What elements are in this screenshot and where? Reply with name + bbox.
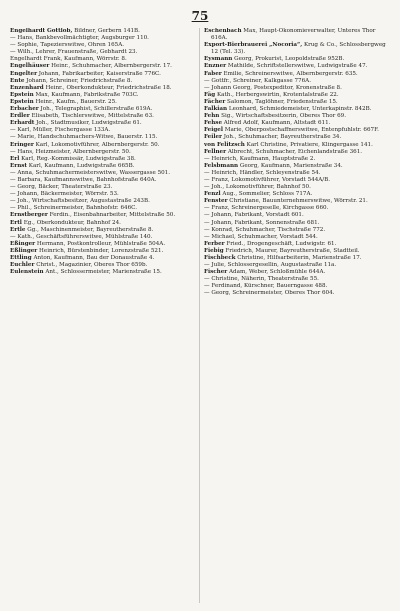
entry-details: — Georg, Schreinermeister, Oberes Thor 604. [204, 290, 335, 297]
entry-details: Friedrich, Maurer, Bayreutherstraße, Stadtteil. [223, 247, 360, 254]
column-divider [199, 28, 200, 603]
directory-entry [204, 198, 390, 205]
directory-entry [204, 290, 390, 297]
entry-details: — Heinrich, Kaufmann, Hauptstraße 2. [204, 155, 316, 162]
entry-details: — Heinrich, Händler, Schleyenstraße 54. [204, 169, 321, 176]
entry-details: Ferdin., Eisenbahnarbeiter, Mittelstraße 50. [47, 212, 176, 219]
directory-entry [10, 269, 196, 276]
entry-details: — Gottfr., Schreiner, Kalkgasse 776A. [204, 77, 311, 84]
entry-name: Fischbeck [204, 255, 236, 261]
entry-name: Ertle [10, 226, 26, 233]
directory-entry [10, 120, 196, 127]
entry-details: — Sophie, Tapezierswitwe, Ohren 165A. [10, 42, 125, 49]
entry-details: Joh., Schuhmacher, Bayreutherstraße 34. [221, 134, 342, 141]
directory-entry [204, 28, 390, 42]
directory-entry [204, 170, 390, 177]
directory-entry [10, 127, 196, 134]
entry-details: Christine, Hilfsarbeiterin, Marienstraße 17. [235, 255, 362, 261]
entry-details: Aug., Sommelier, Schloss 717A. [220, 191, 313, 198]
entry-details: — Barbara, Kaufmannswitwe, Bahnhofstraße 640A. [10, 176, 157, 183]
directory-entry [10, 241, 196, 248]
directory-entry [10, 92, 196, 99]
directory-entry [10, 71, 196, 78]
entry-details: Karl, Lokomotivführer, Albernbergerstr. 50. [33, 141, 160, 148]
entry-name: Felsbmann [204, 162, 239, 169]
directory-entry [204, 184, 390, 191]
entry-details: Hermann, Postkontrolleur, Mühlstraße 504A. [35, 240, 166, 247]
entry-details: Heinr., Oberkondukteur, Friedrichstraße 18. [43, 84, 172, 91]
entry-details: Karl, Reg.-Kommissär, Ludwigstraße 38. [19, 155, 136, 162]
directory-entry [10, 106, 196, 113]
entry-details: — Johann, Fabrikant, Sonnenstraße 681. [204, 219, 320, 226]
entry-details: Marie, Oberpostschaffnerswitwe, Entenpfuhlstr. 667F. [222, 127, 379, 134]
entry-name: Eringer [10, 141, 34, 148]
entry-name: Ernst [10, 162, 28, 169]
directory-entry [10, 113, 196, 120]
entry-details: Ant., Schlossermeister, Marienstraße 15. [43, 269, 162, 276]
entry-details: Karl Christine, Privatiere, Klingergasse 141. [244, 141, 373, 148]
entry-name: Feiler [204, 134, 222, 141]
entry-name: Fellner [204, 148, 227, 155]
directory-entry [10, 191, 196, 198]
directory-entry [10, 63, 196, 70]
entry-details: Mathilde, Schriftstellerswitwe, Ludwigstraße 47. [226, 63, 368, 70]
entry-name: Enzner [204, 63, 227, 70]
entry-name: Eulenstein [10, 269, 44, 276]
entry-name: Epstein [10, 91, 34, 98]
entry-name: Enzenhard [10, 84, 44, 91]
directory-column-left [10, 28, 196, 606]
entry-details: — Phil., Schreinermeister, Bahnhofstr. 646C. [10, 205, 137, 212]
directory-entry [204, 220, 390, 227]
entry-details: — Kath., Geschäftsführerswitwe, Mühlstraße 140. [10, 233, 153, 240]
directory-entry [204, 283, 390, 290]
directory-column-right [204, 28, 390, 606]
entry-details: — Johann Georg, Postexpeditor, Kronenstraße 8. [204, 84, 342, 91]
entry-details: — Wilh., Lehrer, Frauenstraße, Gebhardt 23. [10, 49, 138, 56]
entry-name: Fischer [204, 269, 228, 276]
directory-entry [10, 28, 196, 35]
directory-entry [10, 142, 196, 149]
directory-entry [10, 212, 196, 219]
directory-entry [204, 142, 390, 149]
entry-name: Erdler [10, 113, 30, 120]
directory-entry [204, 42, 390, 56]
directory-entry [204, 269, 390, 276]
directory-entry [204, 248, 390, 255]
directory-entry [204, 56, 390, 63]
directory-entry [10, 35, 196, 42]
entry-details: Engelhardt Frank, Kaufmann, Wörrstr. 8. [10, 56, 127, 63]
directory-entry [10, 149, 196, 156]
entry-details: Sig., Wirtschaftsbesitzerin, Oberes Thor 69. [219, 113, 347, 120]
entry-name: Faber [204, 70, 222, 77]
entry-name: Fächer [204, 98, 226, 105]
entry-name: Fiebig [204, 247, 224, 254]
entry-details: Joh., Stadtmusiker, Ludwigstraße 61. [34, 120, 142, 127]
entry-name: Ferber [204, 240, 225, 247]
entry-details: Leonhard, Schmiedemeister, Unterkapinstr. 842B. [227, 106, 372, 113]
entry-details: Salomon, Taglöhner, Friedenstraße 15. [225, 98, 338, 105]
directory-entry [10, 262, 196, 269]
entry-name: Fäg [204, 91, 216, 98]
entry-name: Ernstberger [10, 212, 48, 219]
directory-entry [10, 170, 196, 177]
entry-name: Ente [10, 77, 25, 84]
directory-entry [204, 92, 390, 99]
entry-details: Max, Haupt-Ökonomieverwalter, Unteres Thor 616A. [211, 28, 376, 42]
directory-entry [204, 113, 390, 120]
entry-details: — Joh., Wirtschaftsbesitzer, Augustastraße 243B. [10, 198, 150, 205]
directory-entry [204, 85, 390, 92]
entry-details: — Konrad, Schuhmacher, Tischstraße 772. [204, 226, 326, 233]
directory-entry [204, 276, 390, 283]
entry-details: Emilie, Schreinerswitwe, Albernbergerstr. 635. [221, 70, 358, 77]
entry-name: Fenster [204, 198, 228, 205]
entry-name: Erl [10, 155, 20, 162]
entry-name: Engelhäuser [10, 63, 50, 70]
entry-name: Erhardt [10, 120, 35, 127]
entry-details: — Johann, Fabrikant, Vorstadt 601. [204, 212, 304, 219]
entry-details: — Franz, Schreinergeselle, Kirchgasse 660. [204, 205, 329, 212]
directory-entry [10, 234, 196, 241]
entry-name: Eschenbach [204, 28, 242, 34]
directory-entry [10, 227, 196, 234]
entry-details: Anton, Kaufmann, Bau der Donaustraße 4. [31, 255, 155, 261]
entry-name: Eßlinger [10, 247, 38, 254]
directory-entry [204, 234, 390, 241]
entry-details: Karl, Kaufmann, Ludwigstraße 665B. [27, 162, 135, 169]
entry-name: Eysmann [204, 56, 233, 63]
entry-name: Ertl [10, 219, 22, 226]
entry-name: Euchler [10, 262, 35, 269]
directory-entry [10, 248, 196, 255]
directory-entry [10, 42, 196, 49]
directory-entry [204, 149, 390, 156]
entry-details: Johann, Schreiner, Friedrichstraße 8. [24, 77, 133, 84]
directory-entry [204, 191, 390, 198]
directory-entry [204, 134, 390, 141]
entry-details: Joh., Telegraphist, Schillerstraße 619A. [38, 106, 153, 113]
directory-entry [10, 49, 196, 56]
entry-details: Georg, Prokurist, Leopoldstraße 952B. [232, 56, 345, 63]
entry-details: Johann, Fabrikarbeiter, Kaiserstraße 776C. [37, 70, 161, 77]
directory-entry [204, 262, 390, 269]
directory-entry [204, 78, 390, 85]
directory-entry [10, 85, 196, 92]
entry-details: — Michael, Schuhmacher, Vorstadt 544. [204, 233, 318, 240]
entry-details: — Karl, Müller, Fischergasse 133A. [10, 127, 111, 134]
entry-name: Erbacher [10, 106, 39, 113]
directory-entry [10, 163, 196, 170]
directory-entry [204, 255, 390, 262]
entry-name: von Felitzsch [204, 141, 245, 148]
directory-entry [10, 198, 196, 205]
entry-details: — Hans, Bankbevollmächtigter, Augsburger 110. [10, 35, 149, 42]
entry-name: Export-Bierbrauerei „Nocoria“, [204, 42, 303, 49]
entry-name: Ettling [10, 255, 32, 261]
entry-details: Fried., Drogengeschäft, Ludwigstr. 61. [224, 240, 337, 247]
directory-entry [204, 241, 390, 248]
entry-details: — Anna, Schuhmachermeisterswitwe, Wassergasse 501. [10, 169, 171, 176]
entry-details: Krug & Co., Schlossbergweg 12 (Tel. 33). [211, 42, 386, 56]
entry-name: Falkian [204, 106, 228, 113]
entry-details: Heinr., Schuhmacher, Albernbergerstr. 17. [49, 63, 172, 70]
directory-entry [204, 163, 390, 170]
entry-name: Feigel [204, 127, 223, 134]
entry-details: Eg., Oberkondukteur, Bahnhof 24. [21, 219, 121, 226]
page-number: 75 [191, 9, 209, 23]
entry-details: — Georg, Bäcker, Theaterstraße 23. [10, 184, 113, 191]
directory-entry [204, 177, 390, 184]
entry-name: Engelter [10, 70, 38, 77]
directory-entry [10, 156, 196, 163]
entry-details: Heinrich, Bürstenbinder, Lorenzstraße 521. [37, 247, 164, 254]
entry-details: Adam, Weber, Schloßmühle 644A. [227, 269, 326, 276]
directory-entry [204, 127, 390, 134]
directory-entry [10, 255, 196, 262]
directory-entry [10, 99, 196, 106]
directory-entry [204, 63, 390, 70]
entry-details: — Franz, Lokomotivführer, Vorstadt 544A/B. [204, 176, 331, 183]
entry-details: Albrecht, Schuhmacher, Eichenlandstraße 361. [226, 148, 363, 155]
entry-details: Alfred Adolf, Kaufmann, Altstadt 611. [222, 120, 331, 127]
entry-details: — Christine, Näherin, Theaterstraße 55. [204, 276, 319, 283]
directory-entry [10, 78, 196, 85]
directory-entry [10, 134, 196, 141]
entry-details: — Ferdinand, Kürschner, Bauerngasse 488. [204, 283, 328, 290]
directory-entry [204, 120, 390, 127]
entry-name: Engelhardt Gottlob, [10, 28, 73, 34]
directory-entry [204, 156, 390, 163]
entry-details: Christiane, Bauunternehmerswitwe, Wörrstr. 21. [227, 198, 368, 205]
directory-entry [10, 205, 196, 212]
entry-details: Christ., Magazinier, Oberes Thor 659b. [34, 262, 148, 269]
entry-details: — Marie, Handschuhmachers-Witwe, Bauerstr. 115. [10, 134, 158, 141]
directory-entry [10, 184, 196, 191]
entry-details: Georg, Kaufmann, Marienstraße 34. [238, 162, 343, 169]
entry-details: Kath., Herbergswirtin, Krotentalstraße 22. [215, 91, 339, 98]
entry-name: Fehn [204, 113, 220, 120]
directory-entry [10, 220, 196, 227]
entry-name: Fenzl [204, 191, 221, 198]
directory-entry [204, 106, 390, 113]
entry-details: — Julie, Schlossergesellin, Augustastraße 11a. [204, 262, 337, 269]
entry-details: Bildner, Gerbern 141B. [72, 28, 140, 34]
directory-entry [204, 71, 390, 78]
entry-details: Heinr., Kaufm., Bauerstr. 25. [33, 98, 117, 105]
entry-name: Eßinger [10, 240, 36, 247]
entry-details: Gg., Maschinenmeister, Bayreutherstraße 8. [25, 226, 154, 233]
entry-name: Epstein [10, 98, 34, 105]
entry-details: — Joh., Lokomotivführer, Bahnhof 50. [204, 184, 311, 191]
entry-details: — Johann, Bäckermeister, Wörrstr. 53. [10, 191, 119, 198]
directory-entry [204, 99, 390, 106]
directory-entry [10, 177, 196, 184]
entry-details: — Hans, Heizmeister, Albernbergerstr. 50. [10, 148, 131, 155]
entry-name: Fehse [204, 120, 222, 127]
entry-details: Max, Kaufmann, Fabrikstraße 703C. [33, 91, 139, 98]
directory-entry [204, 205, 390, 212]
directory-entry [204, 212, 390, 219]
directory-entry [204, 227, 390, 234]
entry-details: Elisabeth, Tischlerswitwe, Mittelstraße 63. [29, 113, 154, 120]
